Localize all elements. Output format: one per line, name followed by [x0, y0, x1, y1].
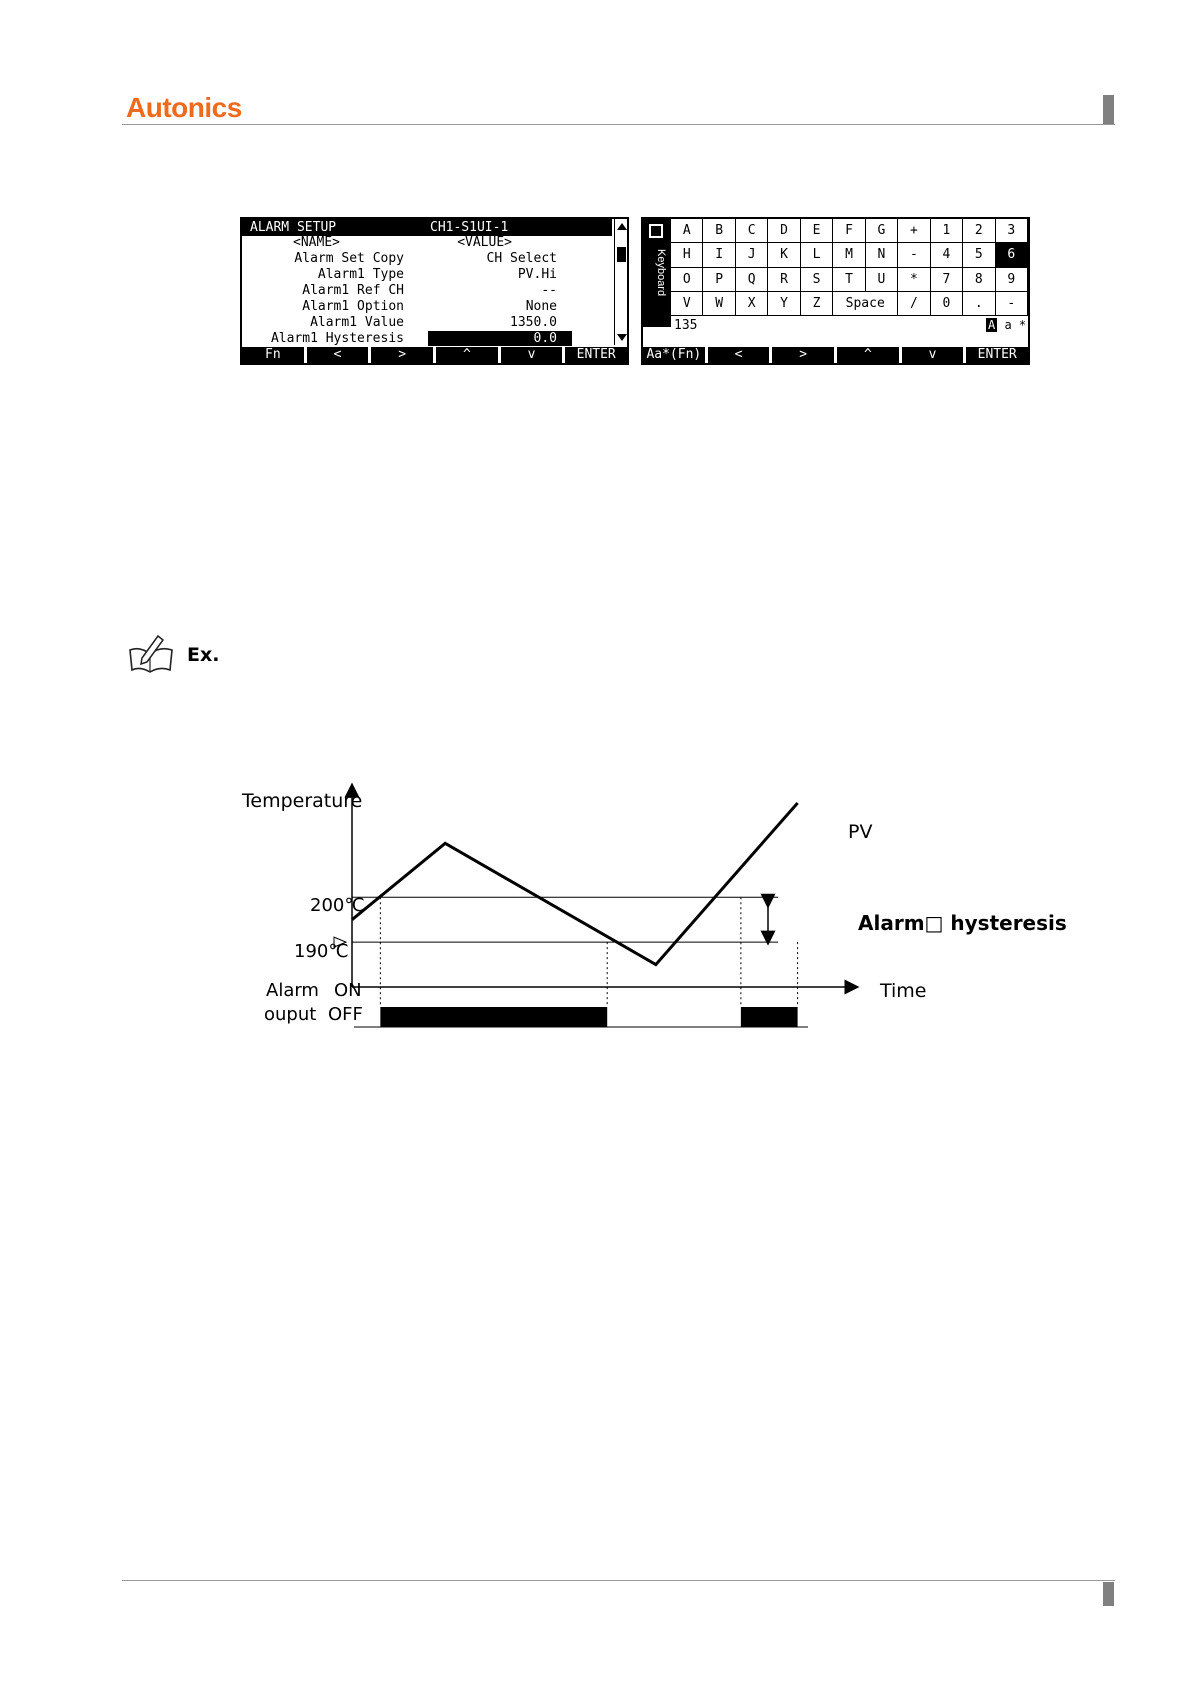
setting-value: PV.Hi [517, 267, 557, 282]
key-char[interactable]: 5 [963, 243, 995, 267]
key-char[interactable]: - [898, 243, 930, 267]
setting-row-selected[interactable] [242, 331, 612, 347]
key-char[interactable]: K [768, 243, 800, 267]
alarm-output-label-line2: ouput [264, 1004, 317, 1025]
down-key[interactable]: v [501, 347, 563, 363]
key-char[interactable]: F [833, 219, 865, 243]
keyboard-screen [641, 217, 1030, 365]
setting-name: Alarm1 Value [310, 315, 404, 330]
header-marker [1103, 95, 1114, 125]
function-key-bar [242, 347, 627, 363]
example-label: Ex. [187, 644, 220, 666]
mode-others[interactable]: a * [1004, 318, 1027, 332]
alarm-output-label-line1: Alarm [266, 980, 319, 1001]
pv-line [352, 803, 798, 965]
key-char[interactable]: 3 [996, 219, 1028, 243]
column-name-header: <NAME> [293, 235, 340, 250]
alarm-on-block-1 [741, 1007, 798, 1027]
down-key[interactable]: v [902, 347, 964, 363]
key-char[interactable]: + [898, 219, 930, 243]
keyboard-grid [671, 219, 1028, 316]
header-rule [122, 124, 1115, 125]
setting-name: Alarm1 Ref CH [302, 283, 404, 298]
scrollbar[interactable] [614, 219, 628, 345]
input-mode-selector[interactable] [986, 318, 1026, 332]
off-label: OFF [328, 1004, 363, 1025]
key-char[interactable]: 0 [931, 292, 963, 316]
screen-title: ALARM SETUP [250, 220, 337, 235]
case-toggle-key[interactable]: Aa*(Fn) [643, 347, 705, 363]
up-key[interactable]: ^ [436, 347, 498, 363]
channel-label: CH1-S1UI-1 [430, 220, 509, 235]
setting-row[interactable] [242, 315, 612, 331]
key-char[interactable]: 2 [963, 219, 995, 243]
key-char[interactable]: Q [736, 268, 768, 292]
setting-row[interactable] [242, 299, 612, 315]
key-char[interactable]: A [671, 219, 703, 243]
left-key[interactable]: < [708, 347, 770, 363]
mode-selected[interactable]: A [988, 318, 996, 332]
setting-name: Alarm1 Option [302, 299, 404, 314]
hysteresis-label: Alarm□ hysteresis [858, 911, 1067, 935]
key-char[interactable]: Y [768, 292, 800, 316]
key-char[interactable]: M [833, 243, 865, 267]
checkbox-icon[interactable] [649, 224, 663, 238]
key-char[interactable]: J [736, 243, 768, 267]
brand-logo: Autonics [126, 92, 242, 123]
key-char[interactable]: R [768, 268, 800, 292]
up-key[interactable]: ^ [837, 347, 899, 363]
column-value-header: <VALUE> [457, 235, 512, 250]
footer-rule [122, 1580, 1115, 1581]
key-char[interactable]: 7 [931, 268, 963, 292]
keyboard-side-label: Keyboard [655, 249, 667, 297]
scroll-up-icon[interactable] [616, 220, 628, 232]
setting-name: Alarm Set Copy [294, 251, 404, 266]
key-char[interactable]: S [801, 268, 833, 292]
x-axis-label: Time [880, 980, 927, 1002]
setting-name: Alarm1 Type [317, 267, 404, 282]
key-char[interactable]: W [703, 292, 735, 316]
alarm-setup-screen [240, 217, 629, 365]
keyboard-side-panel [643, 219, 671, 327]
y-axis-label: Temperature [242, 790, 363, 812]
key-char[interactable]: T [833, 268, 865, 292]
key-char[interactable]: V [671, 292, 703, 316]
alarm-setup-titlebar [242, 219, 612, 236]
setting-value: None [525, 299, 557, 314]
key-char[interactable]: 4 [931, 243, 963, 267]
key-char[interactable]: * [898, 268, 930, 292]
fn-key[interactable]: Fn [242, 347, 304, 363]
scroll-down-icon[interactable] [616, 332, 628, 344]
key-char[interactable]: E [801, 219, 833, 243]
book-pen-icon [126, 632, 176, 674]
key-char[interactable]: U [866, 268, 898, 292]
footer-marker [1103, 1582, 1114, 1606]
key-char[interactable]: - [996, 292, 1028, 316]
setting-value: 0.0 [533, 331, 557, 346]
scroll-thumb[interactable] [617, 247, 626, 262]
function-key-bar [643, 347, 1028, 363]
enter-key[interactable]: ENTER [966, 347, 1028, 363]
key-char[interactable]: I [703, 243, 735, 267]
key-char[interactable]: 6 [996, 243, 1028, 267]
key-char[interactable]: C [736, 219, 768, 243]
key-char[interactable]: D [768, 219, 800, 243]
key-char[interactable]: P [703, 268, 735, 292]
key-char[interactable]: G [866, 219, 898, 243]
alarm-hysteresis-chart [230, 780, 1090, 1050]
reference-label-190: 190℃ [294, 941, 349, 962]
right-key[interactable]: > [772, 347, 834, 363]
key-space[interactable]: Space [833, 292, 898, 316]
key-char[interactable]: . [963, 292, 995, 316]
setting-value: CH Select [486, 251, 557, 266]
enter-key[interactable]: ENTER [565, 347, 627, 363]
key-char[interactable]: 8 [963, 268, 995, 292]
key-char[interactable]: Z [801, 292, 833, 316]
reference-label-200: 200℃ [310, 895, 365, 916]
key-char[interactable]: / [898, 292, 930, 316]
setting-row[interactable] [242, 267, 612, 283]
series-label-pv: PV [848, 821, 873, 843]
right-key[interactable]: > [371, 347, 433, 363]
setting-value: -- [541, 283, 557, 298]
key-char[interactable]: L [801, 243, 833, 267]
key-char[interactable]: 1 [931, 219, 963, 243]
left-key[interactable]: < [307, 347, 369, 363]
key-char[interactable]: H [671, 243, 703, 267]
keyboard-input-field[interactable]: 135 [674, 318, 698, 333]
alarm-on-block-0 [380, 1007, 607, 1027]
setting-name: Alarm1 Hysteresis [270, 331, 404, 346]
key-char[interactable]: N [866, 243, 898, 267]
key-char[interactable]: 9 [996, 268, 1028, 292]
key-char[interactable]: O [671, 268, 703, 292]
key-char[interactable]: B [703, 219, 735, 243]
column-header-row [242, 235, 612, 251]
setting-row[interactable] [242, 251, 612, 267]
on-label: ON [334, 980, 362, 1001]
setting-row[interactable] [242, 283, 612, 299]
setting-value: 1350.0 [510, 315, 557, 330]
key-char[interactable]: X [736, 292, 768, 316]
